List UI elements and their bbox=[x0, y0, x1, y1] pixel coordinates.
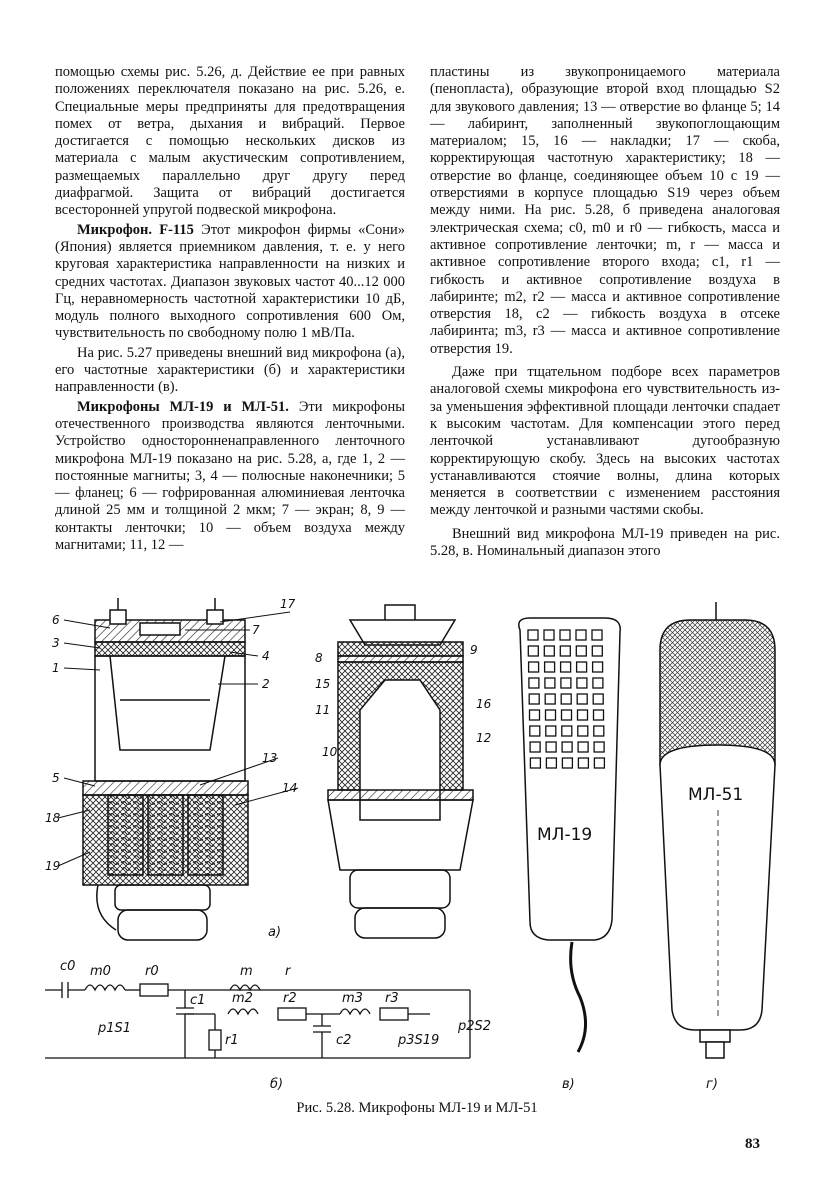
callout: 9 bbox=[470, 643, 478, 657]
label-r1: r1 bbox=[225, 1033, 239, 1048]
label-c2: c2 bbox=[336, 1033, 352, 1048]
right-column bbox=[430, 64, 780, 560]
label-p1s1: p1S1 bbox=[98, 1021, 132, 1036]
heading-ml: Микрофоны МЛ-19 и МЛ-51. bbox=[77, 398, 289, 415]
label-p3s19: p3S19 bbox=[398, 1033, 440, 1048]
paragraph: помощью схемы рис. 5.26, д. Действие ее при равных положениях переключателя показано на рис. 5.26, е. Специальные меры предприняты для предотвращения помех от ветра, дыхания и вибраций. Первое достигается с помощью нескольких дисков из материала с малым акустическим сопротивлением, размещаемых параллельно друг другу перед диафрагмой. Защита от вибраций достигается всесторонней упругой подвеской микрофона. bbox=[55, 64, 405, 219]
callout: 6 bbox=[52, 613, 60, 627]
figure-5-28 bbox=[0, 590, 834, 1120]
callout: 7 bbox=[252, 623, 260, 637]
left-column bbox=[55, 64, 405, 554]
label-r2: r2 bbox=[283, 991, 297, 1006]
callout: 19 bbox=[45, 859, 61, 873]
heading-f115: Микрофон. F-115 bbox=[77, 221, 194, 238]
ml19-name: МЛ-19 bbox=[537, 825, 593, 845]
part-label-a: а) bbox=[268, 925, 282, 940]
paragraph bbox=[55, 399, 405, 555]
ml51-exterior-drawing bbox=[660, 602, 775, 1058]
part-label-v: в) bbox=[562, 1077, 575, 1092]
page-number: 83 bbox=[745, 1136, 760, 1152]
figure-drawing bbox=[0, 590, 834, 1100]
callout: 2 bbox=[262, 677, 270, 691]
paragraph-text: Эти микрофоны отечественного производства являются ленточными. Устройство односторонненаправленного ленточного микрофона МЛ-19 показано на рис. 5.28, а, где 1, 2 — постоянные магниты; 3, 4 — полюсные наконечники; 5 — фланец; 6 — гофрированная алюминиевая ленточка длиной 25 мм и толщиной 2 мкм; 7 — экран; 8, 9 — контакты ленточки; 10 — объем воздуха между магнитами; 11, 12 — bbox=[55, 398, 406, 554]
part-label-g: г) bbox=[706, 1077, 718, 1092]
callout: 10 bbox=[322, 745, 338, 759]
paragraph: На рис. 5.27 приведены внешний вид микрофона (а), его частотные характеристики (б) и характеристики направленности (в). bbox=[55, 344, 405, 396]
paragraph: Внешний вид микрофона МЛ-19 приведен на рис. 5.28, в. Номинальный диапазон этого bbox=[430, 525, 780, 560]
paragraph-text: Этот микрофон фирмы «Сони» (Япония) является приемником давления, т. е. у него круговая характеристика направленности на низких и средних частотах. Диапазон звуковых частот 40...12 000 Гц, неравномерность частотной характеристики 10 дБ, модуль полного выходного сопротивления 600 Ом, чувствительность по свободному полю 1 мВ/Па. bbox=[55, 221, 406, 342]
callout: 16 bbox=[476, 697, 492, 711]
ml51-name: МЛ-51 bbox=[688, 785, 744, 805]
paragraph: пластины из звукопроницаемого материала (пенопласта), образующие второй вход площадью S2 для звукового давления; 13 — отверстие во фланце 5; 14 — лабиринт, заполненный звукопоглощающим материалом; 15, 16 — накладки; 17 — скоба, корректирующая частотную характеристику; 18 — отверстие во фланце, соединяющее объем 10 с 19 — отверстиями в корпусе площадью S19 через объем между ними. На рис. 5.28, б приведена аналоговая электрическая схема; c0, m0 и r0 — гибкость, масса и активное сопротивление ленточки; m, r — масса и активное сопротивление второго входа; c1, r1 — гибкость и активное сопротивление воздуха в лабиринте; m2, r2 — масса и активное сопротивление отверстия 18, c2 — гибкость воздуха в отсеке лабиринта; m3, r3 — масса и активное сопротивление отверстия 19. bbox=[430, 64, 780, 357]
paragraph: Даже при тщательном подборе всех параметров аналоговой схемы микрофона его чувствительность из-за уменьшения эффективной площади ленточки спадает к высоким частотам. Для компенсации этого перед ленточкой устанавливают дугообразную корректирующую скобу. Здесь на высоких частотах устанавливаются стоячие волны, длина которых меняется в соответствии с изменением расстояния между ленточкой и разными частями скобы. bbox=[430, 364, 780, 519]
part-label-b: б) bbox=[270, 1077, 284, 1092]
label-m2: m2 bbox=[232, 991, 253, 1006]
callout: 11 bbox=[315, 703, 331, 717]
callout: 8 bbox=[315, 651, 323, 665]
label-r0: r0 bbox=[145, 964, 159, 979]
paragraph bbox=[55, 222, 405, 343]
label-m0: m0 bbox=[90, 964, 111, 979]
label-m: m bbox=[240, 964, 253, 979]
label-c0: c0 bbox=[60, 959, 76, 974]
callout: 12 bbox=[476, 731, 492, 745]
callout: 5 bbox=[52, 771, 60, 785]
callout: 15 bbox=[315, 677, 331, 691]
callout: 1 bbox=[52, 661, 60, 675]
callout: 3 bbox=[52, 636, 60, 650]
callout: 14 bbox=[282, 781, 298, 795]
label-c1: c1 bbox=[190, 993, 206, 1008]
circuit-labels bbox=[60, 959, 491, 1092]
label-r3: r3 bbox=[385, 991, 399, 1006]
label-r: r bbox=[285, 964, 291, 979]
label-p2s2: p2S2 bbox=[458, 1019, 492, 1034]
figure-caption: Рис. 5.28. Микрофоны МЛ-19 и МЛ-51 bbox=[296, 1100, 538, 1116]
callout: 18 bbox=[45, 811, 61, 825]
callout: 17 bbox=[280, 597, 296, 611]
label-m3: m3 bbox=[342, 991, 363, 1006]
callout: 13 bbox=[262, 751, 278, 765]
callout: 4 bbox=[262, 649, 270, 663]
section-drawing-a bbox=[83, 598, 473, 940]
